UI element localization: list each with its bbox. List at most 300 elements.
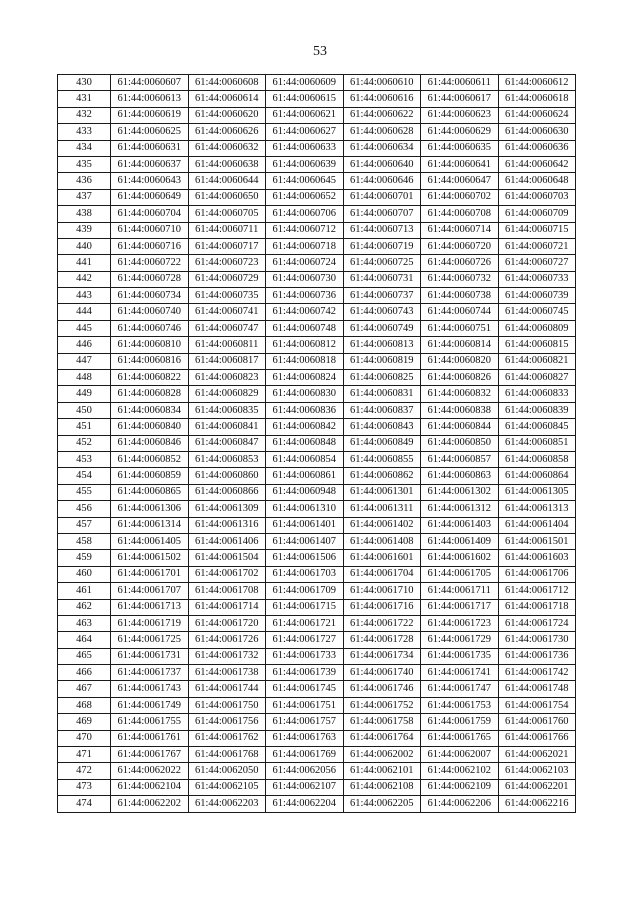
- cadastral-number-cell: 61:44:0060625: [111, 124, 189, 140]
- table-row: [58, 107, 576, 123]
- cadastral-number-cell: 61:44:0060846: [111, 435, 189, 451]
- cadastral-number-cell: 61:44:0061504: [188, 550, 266, 566]
- cadastral-number-cell: 61:44:0061766: [498, 730, 576, 746]
- cadastral-number-cell: 61:44:0061711: [421, 583, 499, 599]
- cadastral-number-cell: 61:44:0060608: [188, 75, 266, 91]
- cadastral-number-cell: 61:44:0060726: [421, 255, 499, 271]
- row-number-cell: 456: [58, 501, 111, 517]
- cadastral-number-cell: 61:44:0060722: [111, 255, 189, 271]
- row-number-cell: 441: [58, 255, 111, 271]
- cadastral-number-cell: 61:44:0061718: [498, 599, 576, 615]
- cadastral-number-cell: 61:44:0060839: [498, 402, 576, 418]
- table-row: [58, 238, 576, 254]
- cadastral-number-cell: 61:44:0061730: [498, 632, 576, 648]
- cadastral-number-cell: 61:44:0060643: [111, 173, 189, 189]
- cadastral-number-cell: 61:44:0061751: [266, 697, 344, 713]
- table-row: [58, 370, 576, 386]
- cadastral-number-cell: 61:44:0061301: [343, 484, 421, 500]
- cadastral-number-cell: 61:44:0061745: [266, 681, 344, 697]
- cadastral-number-cell: 61:44:0061759: [421, 714, 499, 730]
- cadastral-number-cell: 61:44:0060815: [498, 337, 576, 353]
- cadastral-number-cell: 61:44:0061701: [111, 566, 189, 582]
- cadastral-number-cell: 61:44:0061735: [421, 648, 499, 664]
- cadastral-number-cell: 61:44:0061406: [188, 533, 266, 549]
- cadastral-number-cell: 61:44:0060727: [498, 255, 576, 271]
- cadastral-number-cell: 61:44:0060646: [343, 173, 421, 189]
- cadastral-number-cell: 61:44:0060635: [421, 140, 499, 156]
- cadastral-number-cell: 61:44:0061706: [498, 566, 576, 582]
- cadastral-number-cell: 61:44:0061601: [343, 550, 421, 566]
- cadastral-number-cell: 61:44:0060716: [111, 238, 189, 254]
- cadastral-number-cell: 61:44:0060701: [343, 189, 421, 205]
- cadastral-number-cell: 61:44:0060743: [343, 304, 421, 320]
- cadastral-number-cell: 61:44:0060652: [266, 189, 344, 205]
- table-row: [58, 533, 576, 549]
- cadastral-number-cell: 61:44:0060858: [498, 451, 576, 467]
- cadastral-number-cell: 61:44:0060622: [343, 107, 421, 123]
- cadastral-number-cell: 61:44:0060749: [343, 320, 421, 336]
- cadastral-number-cell: 61:44:0061721: [266, 615, 344, 631]
- cadastral-number-cell: 61:44:0062109: [421, 779, 499, 795]
- cadastral-number-cell: 61:44:0061746: [343, 681, 421, 697]
- row-number-cell: 455: [58, 484, 111, 500]
- table-row: [58, 189, 576, 205]
- cadastral-number-cell: 61:44:0060650: [188, 189, 266, 205]
- cadastral-number-cell: 61:44:0060814: [421, 337, 499, 353]
- table-row: [58, 648, 576, 664]
- cadastral-number-cell: 61:44:0061752: [343, 697, 421, 713]
- table-row: [58, 730, 576, 746]
- cadastral-number-cell: 61:44:0061768: [188, 747, 266, 763]
- row-number-cell: 444: [58, 304, 111, 320]
- cadastral-number-cell: 61:44:0060832: [421, 386, 499, 402]
- cadastral-number-cell: 61:44:0060744: [421, 304, 499, 320]
- table-row: [58, 156, 576, 172]
- cadastral-number-cell: 61:44:0062105: [188, 779, 266, 795]
- table-row: [58, 779, 576, 795]
- cadastral-number-cell: 61:44:0061717: [421, 599, 499, 615]
- cadastral-number-cell: 61:44:0062050: [188, 763, 266, 779]
- cadastral-number-cell: 61:44:0061748: [498, 681, 576, 697]
- cadastral-number-cell: 61:44:0061760: [498, 714, 576, 730]
- row-number-cell: 463: [58, 615, 111, 631]
- cadastral-number-cell: 61:44:0060729: [188, 271, 266, 287]
- cadastral-number-cell: 61:44:0060710: [111, 222, 189, 238]
- cadastral-number-cell: 61:44:0061309: [188, 501, 266, 517]
- cadastral-number-cell: 61:44:0062201: [498, 779, 576, 795]
- cadastral-number-cell: 61:44:0061728: [343, 632, 421, 648]
- cadastral-number-cell: 61:44:0060703: [498, 189, 576, 205]
- row-number-cell: 458: [58, 533, 111, 549]
- table-row: [58, 681, 576, 697]
- cadastral-number-cell: 61:44:0060648: [498, 173, 576, 189]
- cadastral-number-cell: 61:44:0061502: [111, 550, 189, 566]
- table-row: [58, 206, 576, 222]
- cadastral-number-cell: 61:44:0062203: [188, 796, 266, 812]
- cadastral-number-cell: 61:44:0061704: [343, 566, 421, 582]
- cadastral-number-cell: 61:44:0060728: [111, 271, 189, 287]
- table-row: [58, 763, 576, 779]
- cadastral-number-cell: 61:44:0060751: [421, 320, 499, 336]
- cadastral-number-cell: 61:44:0060842: [266, 419, 344, 435]
- cadastral-number-cell: 61:44:0062021: [498, 747, 576, 763]
- cadastral-number-cell: 61:44:0061764: [343, 730, 421, 746]
- row-number-cell: 447: [58, 353, 111, 369]
- cadastral-number-cell: 61:44:0060841: [188, 419, 266, 435]
- cadastral-number-cell: 61:44:0060629: [421, 124, 499, 140]
- row-number-cell: 439: [58, 222, 111, 238]
- cadastral-number-cell: 61:44:0060735: [188, 288, 266, 304]
- row-number-cell: 451: [58, 419, 111, 435]
- cadastral-number-cell: 61:44:0060748: [266, 320, 344, 336]
- cadastral-number-cell: 61:44:0060845: [498, 419, 576, 435]
- cadastral-number-cell: 61:44:0060843: [343, 419, 421, 435]
- cadastral-number-cell: 61:44:0060705: [188, 206, 266, 222]
- cadastral-number-cell: 61:44:0060747: [188, 320, 266, 336]
- cadastral-number-cell: 61:44:0060638: [188, 156, 266, 172]
- row-number-cell: 468: [58, 697, 111, 713]
- cadastral-number-cell: 61:44:0060863: [421, 468, 499, 484]
- cadastral-number-cell: 61:44:0062056: [266, 763, 344, 779]
- cadastral-number-cell: 61:44:0061312: [421, 501, 499, 517]
- cadastral-number-cell: 61:44:0060738: [421, 288, 499, 304]
- row-number-cell: 461: [58, 583, 111, 599]
- row-number-cell: 436: [58, 173, 111, 189]
- cadastral-number-cell: 61:44:0061506: [266, 550, 344, 566]
- cadastral-number-cell: 61:44:0060616: [343, 91, 421, 107]
- cadastral-number-cell: 61:44:0060621: [266, 107, 344, 123]
- cadastral-number-cell: 61:44:0060836: [266, 402, 344, 418]
- cadastral-number-cell: 61:44:0061409: [421, 533, 499, 549]
- table-row: [58, 501, 576, 517]
- table-row: [58, 288, 576, 304]
- cadastral-number-cell: 61:44:0060647: [421, 173, 499, 189]
- cadastral-number-cell: 61:44:0060730: [266, 271, 344, 287]
- row-number-cell: 432: [58, 107, 111, 123]
- cadastral-number-cell: 61:44:0060736: [266, 288, 344, 304]
- row-number-cell: 452: [58, 435, 111, 451]
- row-number-cell: 467: [58, 681, 111, 697]
- row-number-cell: 433: [58, 124, 111, 140]
- cadastral-table-body: [58, 75, 576, 813]
- table-row: [58, 173, 576, 189]
- cadastral-number-cell: 61:44:0061305: [498, 484, 576, 500]
- row-number-cell: 454: [58, 468, 111, 484]
- cadastral-number-cell: 61:44:0060861: [266, 468, 344, 484]
- cadastral-number-cell: 61:44:0060822: [111, 370, 189, 386]
- row-number-cell: 457: [58, 517, 111, 533]
- row-number-cell: 431: [58, 91, 111, 107]
- cadastral-number-cell: 61:44:0060641: [421, 156, 499, 172]
- cadastral-number-cell: 61:44:0061740: [343, 665, 421, 681]
- cadastral-number-cell: 61:44:0061744: [188, 681, 266, 697]
- cadastral-number-cell: 61:44:0060627: [266, 124, 344, 140]
- table-row: [58, 402, 576, 418]
- row-number-cell: 462: [58, 599, 111, 615]
- cadastral-number-cell: 61:44:0061733: [266, 648, 344, 664]
- cadastral-number-cell: 61:44:0060823: [188, 370, 266, 386]
- cadastral-number-cell: 61:44:0060628: [343, 124, 421, 140]
- table-row: [58, 632, 576, 648]
- cadastral-number-cell: 61:44:0060864: [498, 468, 576, 484]
- cadastral-number-cell: 61:44:0060835: [188, 402, 266, 418]
- cadastral-number-cell: 61:44:0060816: [111, 353, 189, 369]
- cadastral-number-cell: 61:44:0060817: [188, 353, 266, 369]
- cadastral-table: [57, 74, 576, 813]
- cadastral-number-cell: 61:44:0060810: [111, 337, 189, 353]
- cadastral-number-cell: 61:44:0060614: [188, 91, 266, 107]
- cadastral-number-cell: 61:44:0061726: [188, 632, 266, 648]
- cadastral-number-cell: 61:44:0061720: [188, 615, 266, 631]
- cadastral-number-cell: 61:44:0060632: [188, 140, 266, 156]
- cadastral-number-cell: 61:44:0060838: [421, 402, 499, 418]
- table-row: [58, 517, 576, 533]
- cadastral-number-cell: 61:44:0061729: [421, 632, 499, 648]
- cadastral-number-cell: 61:44:0061703: [266, 566, 344, 582]
- cadastral-number-cell: 61:44:0060741: [188, 304, 266, 320]
- cadastral-number-cell: 61:44:0060746: [111, 320, 189, 336]
- cadastral-number-cell: 61:44:0061401: [266, 517, 344, 533]
- table-row: [58, 337, 576, 353]
- cadastral-number-cell: 61:44:0062002: [343, 747, 421, 763]
- cadastral-number-cell: 61:44:0060818: [266, 353, 344, 369]
- cadastral-number-cell: 61:44:0061767: [111, 747, 189, 763]
- cadastral-number-cell: 61:44:0060733: [498, 271, 576, 287]
- table-row: [58, 353, 576, 369]
- row-number-cell: 434: [58, 140, 111, 156]
- table-row: [58, 320, 576, 336]
- cadastral-number-cell: 61:44:0061710: [343, 583, 421, 599]
- cadastral-number-cell: 61:44:0060623: [421, 107, 499, 123]
- cadastral-number-cell: 61:44:0060619: [111, 107, 189, 123]
- table-row: [58, 91, 576, 107]
- cadastral-number-cell: 61:44:0060731: [343, 271, 421, 287]
- row-number-cell: 471: [58, 747, 111, 763]
- cadastral-number-cell: 61:44:0060717: [188, 238, 266, 254]
- cadastral-number-cell: 61:44:0060607: [111, 75, 189, 91]
- cadastral-number-cell: 61:44:0060712: [266, 222, 344, 238]
- cadastral-number-cell: 61:44:0060711: [188, 222, 266, 238]
- cadastral-number-cell: 61:44:0060840: [111, 419, 189, 435]
- cadastral-number-cell: 61:44:0060611: [421, 75, 499, 91]
- cadastral-number-cell: 61:44:0060812: [266, 337, 344, 353]
- cadastral-number-cell: 61:44:0061749: [111, 697, 189, 713]
- row-number-cell: 459: [58, 550, 111, 566]
- cadastral-number-cell: 61:44:0060862: [343, 468, 421, 484]
- row-number-cell: 442: [58, 271, 111, 287]
- table-row: [58, 435, 576, 451]
- cadastral-number-cell: 61:44:0060636: [498, 140, 576, 156]
- cadastral-number-cell: 61:44:0060617: [421, 91, 499, 107]
- cadastral-number-cell: 61:44:0060724: [266, 255, 344, 271]
- table-row: [58, 255, 576, 271]
- cadastral-number-cell: 61:44:0061314: [111, 517, 189, 533]
- cadastral-number-cell: 61:44:0061302: [421, 484, 499, 500]
- row-number-cell: 472: [58, 763, 111, 779]
- cadastral-number-cell: 61:44:0060847: [188, 435, 266, 451]
- cadastral-number-cell: 61:44:0060745: [498, 304, 576, 320]
- row-number-cell: 465: [58, 648, 111, 664]
- cadastral-number-cell: 61:44:0062007: [421, 747, 499, 763]
- cadastral-number-cell: 61:44:0060829: [188, 386, 266, 402]
- table-row: [58, 75, 576, 91]
- row-number-cell: 435: [58, 156, 111, 172]
- cadastral-number-cell: 61:44:0060639: [266, 156, 344, 172]
- cadastral-number-cell: 61:44:0060850: [421, 435, 499, 451]
- table-row: [58, 222, 576, 238]
- cadastral-number-cell: 61:44:0061722: [343, 615, 421, 631]
- row-number-cell: 464: [58, 632, 111, 648]
- cadastral-number-cell: 61:44:0060630: [498, 124, 576, 140]
- cadastral-number-cell: 61:44:0062101: [343, 763, 421, 779]
- row-number-cell: 440: [58, 238, 111, 254]
- cadastral-number-cell: 61:44:0061725: [111, 632, 189, 648]
- cadastral-number-cell: 61:44:0060707: [343, 206, 421, 222]
- cadastral-number-cell: 61:44:0061709: [266, 583, 344, 599]
- cadastral-number-cell: 61:44:0061731: [111, 648, 189, 664]
- table-row: [58, 615, 576, 631]
- cadastral-number-cell: 61:44:0062206: [421, 796, 499, 812]
- cadastral-number-cell: 61:44:0060612: [498, 75, 576, 91]
- cadastral-number-cell: 61:44:0061736: [498, 648, 576, 664]
- cadastral-number-cell: 61:44:0061702: [188, 566, 266, 582]
- row-number-cell: 470: [58, 730, 111, 746]
- cadastral-number-cell: 61:44:0061708: [188, 583, 266, 599]
- row-number-cell: 460: [58, 566, 111, 582]
- cadastral-number-cell: 61:44:0060824: [266, 370, 344, 386]
- cadastral-number-cell: 61:44:0060725: [343, 255, 421, 271]
- cadastral-number-cell: 61:44:0060706: [266, 206, 344, 222]
- cadastral-number-cell: 61:44:0060737: [343, 288, 421, 304]
- cadastral-number-cell: 61:44:0060866: [188, 484, 266, 500]
- cadastral-number-cell: 61:44:0060852: [111, 451, 189, 467]
- cadastral-number-cell: 61:44:0060831: [343, 386, 421, 402]
- table-row: [58, 550, 576, 566]
- cadastral-number-cell: 61:44:0060834: [111, 402, 189, 418]
- cadastral-number-cell: 61:44:0061750: [188, 697, 266, 713]
- cadastral-number-cell: 61:44:0060742: [266, 304, 344, 320]
- cadastral-number-cell: 61:44:0060609: [266, 75, 344, 91]
- cadastral-number-cell: 61:44:0060859: [111, 468, 189, 484]
- cadastral-number-cell: 61:44:0060819: [343, 353, 421, 369]
- cadastral-number-cell: 61:44:0060948: [266, 484, 344, 500]
- cadastral-number-cell: 61:44:0061705: [421, 566, 499, 582]
- cadastral-number-cell: 61:44:0061739: [266, 665, 344, 681]
- cadastral-number-cell: 61:44:0061403: [421, 517, 499, 533]
- cadastral-number-cell: 61:44:0061769: [266, 747, 344, 763]
- cadastral-number-cell: 61:44:0060860: [188, 468, 266, 484]
- cadastral-number-cell: 61:44:0060642: [498, 156, 576, 172]
- cadastral-number-cell: 61:44:0060626: [188, 124, 266, 140]
- row-number-cell: 448: [58, 370, 111, 386]
- row-number-cell: 466: [58, 665, 111, 681]
- cadastral-number-cell: 61:44:0060828: [111, 386, 189, 402]
- cadastral-number-cell: 61:44:0060719: [343, 238, 421, 254]
- cadastral-number-cell: 61:44:0060634: [343, 140, 421, 156]
- row-number-cell: 437: [58, 189, 111, 205]
- cadastral-number-cell: 61:44:0060844: [421, 419, 499, 435]
- table-row: [58, 599, 576, 615]
- cadastral-number-cell: 61:44:0061757: [266, 714, 344, 730]
- cadastral-number-cell: 61:44:0061716: [343, 599, 421, 615]
- cadastral-number-cell: 61:44:0062108: [343, 779, 421, 795]
- cadastral-number-cell: 61:44:0060649: [111, 189, 189, 205]
- cadastral-number-cell: 61:44:0060811: [188, 337, 266, 353]
- cadastral-number-cell: 61:44:0060618: [498, 91, 576, 107]
- cadastral-number-cell: 61:44:0061714: [188, 599, 266, 615]
- table-row: [58, 124, 576, 140]
- cadastral-number-cell: 61:44:0060837: [343, 402, 421, 418]
- cadastral-number-cell: 61:44:0061715: [266, 599, 344, 615]
- cadastral-number-cell: 61:44:0061758: [343, 714, 421, 730]
- cadastral-number-cell: 61:44:0061713: [111, 599, 189, 615]
- cadastral-number-cell: 61:44:0061755: [111, 714, 189, 730]
- cadastral-number-cell: 61:44:0060825: [343, 370, 421, 386]
- cadastral-number-cell: 61:44:0061743: [111, 681, 189, 697]
- page-number: 53: [313, 44, 327, 59]
- cadastral-number-cell: 61:44:0060613: [111, 91, 189, 107]
- cadastral-number-cell: 61:44:0061501: [498, 533, 576, 549]
- table-row: [58, 714, 576, 730]
- cadastral-number-cell: 61:44:0060827: [498, 370, 576, 386]
- cadastral-number-cell: 61:44:0062204: [266, 796, 344, 812]
- cadastral-number-cell: 61:44:0060855: [343, 451, 421, 467]
- cadastral-number-cell: 61:44:0061723: [421, 615, 499, 631]
- cadastral-number-cell: 61:44:0060610: [343, 75, 421, 91]
- cadastral-number-cell: 61:44:0060633: [266, 140, 344, 156]
- table-row: [58, 665, 576, 681]
- cadastral-number-cell: 61:44:0060723: [188, 255, 266, 271]
- cadastral-number-cell: 61:44:0061737: [111, 665, 189, 681]
- cadastral-number-cell: 61:44:0060740: [111, 304, 189, 320]
- row-number-cell: 430: [58, 75, 111, 91]
- table-row: [58, 304, 576, 320]
- row-number-cell: 438: [58, 206, 111, 222]
- cadastral-number-cell: 61:44:0060615: [266, 91, 344, 107]
- row-number-cell: 445: [58, 320, 111, 336]
- cadastral-number-cell: 61:44:0060857: [421, 451, 499, 467]
- cadastral-number-cell: 61:44:0060713: [343, 222, 421, 238]
- cadastral-number-cell: 61:44:0060851: [498, 435, 576, 451]
- table-row: [58, 419, 576, 435]
- row-number-cell: 449: [58, 386, 111, 402]
- cadastral-number-cell: 61:44:0060849: [343, 435, 421, 451]
- row-number-cell: 443: [58, 288, 111, 304]
- cadastral-number-cell: 61:44:0062102: [421, 763, 499, 779]
- cadastral-number-cell: 61:44:0060702: [421, 189, 499, 205]
- cadastral-number-cell: 61:44:0060640: [343, 156, 421, 172]
- cadastral-number-cell: 61:44:0060720: [421, 238, 499, 254]
- cadastral-number-cell: 61:44:0060631: [111, 140, 189, 156]
- cadastral-number-cell: 61:44:0060739: [498, 288, 576, 304]
- cadastral-number-cell: 61:44:0061707: [111, 583, 189, 599]
- cadastral-number-cell: 61:44:0060853: [188, 451, 266, 467]
- table-row: [58, 796, 576, 812]
- cadastral-number-cell: 61:44:0060704: [111, 206, 189, 222]
- cadastral-number-cell: 61:44:0060826: [421, 370, 499, 386]
- cadastral-number-cell: 61:44:0061761: [111, 730, 189, 746]
- table-row: [58, 747, 576, 763]
- cadastral-number-cell: 61:44:0061313: [498, 501, 576, 517]
- cadastral-number-cell: 61:44:0061742: [498, 665, 576, 681]
- cadastral-number-cell: 61:44:0060833: [498, 386, 576, 402]
- cadastral-number-cell: 61:44:0061734: [343, 648, 421, 664]
- cadastral-number-cell: 61:44:0061753: [421, 697, 499, 713]
- table-row: [58, 566, 576, 582]
- cadastral-number-cell: 61:44:0062022: [111, 763, 189, 779]
- row-number-cell: 474: [58, 796, 111, 812]
- row-number-cell: 450: [58, 402, 111, 418]
